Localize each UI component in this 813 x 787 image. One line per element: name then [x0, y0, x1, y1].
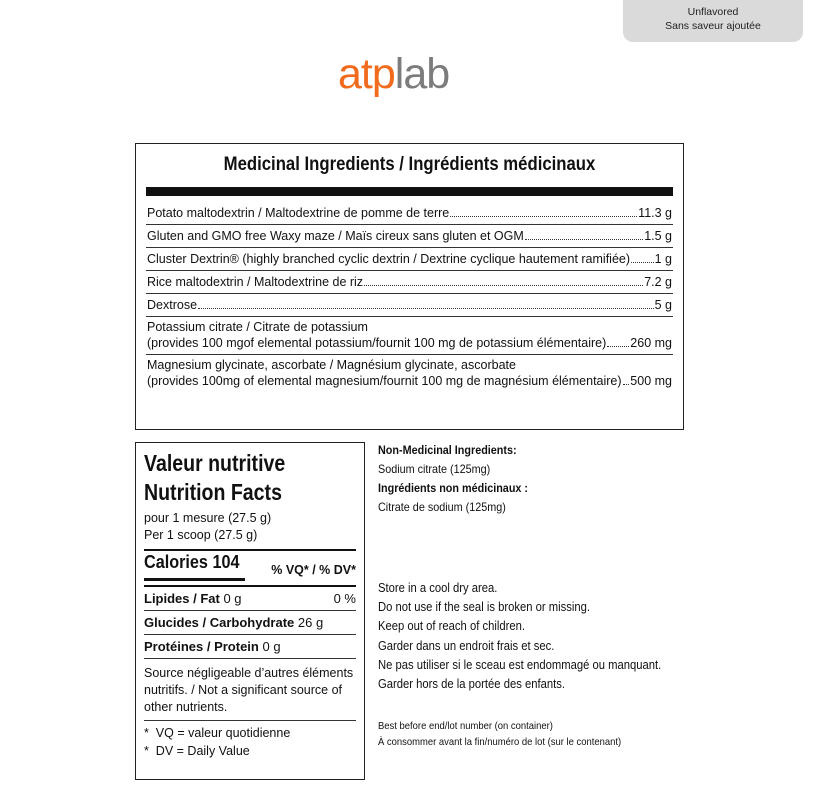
ingredient-line	[147, 251, 672, 267]
flavor-en: Unflavored	[687, 6, 739, 18]
dot-leader	[631, 251, 654, 263]
medicinal-ingredients-box	[135, 143, 684, 430]
ingredient-amount: 7.2 g	[644, 275, 672, 289]
warning-line: Do not use if the seal is broken or missing.	[378, 600, 590, 615]
nutrient-left	[144, 639, 281, 655]
nutrition-facts-box	[135, 442, 365, 780]
dv-header: % VQ* / % DV*	[271, 563, 356, 577]
warning-line: Garder hors de la portée des enfants.	[378, 677, 565, 692]
dot-leader	[198, 297, 654, 309]
logo-part1: atp	[338, 50, 395, 98]
ingredient-line	[147, 205, 672, 221]
nutrient-amount: 26 g	[297, 615, 324, 630]
ingredient-name: Gluten and GMO free Waxy maze / Maïs cireux sans gluten et OGM	[147, 229, 524, 243]
storage-warnings	[378, 579, 693, 694]
nutrient-label: Lipides / Fat	[144, 591, 220, 606]
ingredient-amount: 11.3 g	[638, 206, 672, 220]
flavor-fr: Sans saveur ajoutée	[665, 20, 761, 32]
dot-leader	[364, 274, 643, 286]
nutrition-note: Source négligeable d’autres éléments nutritifs. / Not a significant source of other nutrients.	[144, 666, 354, 714]
ingredient-name: Rice maltodextrin / Maltodextrine de riz	[147, 275, 364, 289]
nutrient-row	[144, 611, 356, 635]
nutrient-amount: 0 g	[262, 639, 281, 654]
ingredient-amount: 1 g	[654, 252, 672, 266]
nutrient-left	[144, 591, 242, 607]
ingredient-row	[146, 202, 673, 225]
flavor-tab	[623, 0, 803, 42]
ingredient-name: Dextrose	[147, 298, 198, 312]
ingredient-row	[146, 317, 673, 355]
ingredient-line	[147, 274, 672, 290]
warning-line: Store in a cool dry area.	[378, 581, 498, 595]
ingredient-row	[146, 271, 673, 294]
warning-line: Keep out of reach of children.	[378, 619, 525, 634]
ingredient-line	[147, 373, 672, 389]
ingredient-name: Potato maltodextrin / Maltodextrine de pomme de terre	[147, 206, 450, 220]
dot-leader	[450, 205, 637, 217]
nutrition-title-fr: Valeur nutritive	[144, 450, 286, 476]
nutrition-title-en: Nutrition Facts	[144, 479, 282, 505]
medicinal-title-bar	[146, 187, 673, 196]
nutrition-footnotes	[144, 721, 356, 760]
medicinal-title: Medicinal Ingredients / Ingrédients médicinaux	[223, 154, 596, 175]
serving-en: Per 1 scoop (27.5 g)	[144, 528, 258, 542]
non-medicinal-value-en: Sodium citrate (125mg)	[378, 462, 491, 476]
calories	[144, 552, 239, 573]
dot-leader	[623, 373, 630, 385]
nutrient-amount: 0 g	[223, 591, 242, 606]
non-medicinal-value-fr: Citrate de sodium (125mg)	[378, 500, 506, 514]
nutrient-row	[144, 635, 356, 659]
ingredient-line	[147, 297, 672, 313]
nutrient-label: Glucides / Carbohydrate	[144, 615, 295, 630]
ingredient-amount: 1.5 g	[644, 229, 672, 243]
ingredient-name-line: Potassium citrate / Citrate de potassium	[147, 320, 368, 334]
nutrient-label: Protéines / Protein	[144, 639, 259, 654]
ingredient-row	[146, 355, 673, 392]
warning-line: Ne pas utiliser si le sceau est endommagé ou manquant.	[378, 657, 662, 672]
calories-underline	[144, 578, 245, 581]
best-before-en: Best before end/lot number (on container)	[378, 720, 553, 732]
dot-leader	[525, 228, 643, 240]
logo-part2: lab	[394, 50, 450, 98]
warning-line: Garder dans un endroit frais et sec.	[378, 638, 555, 653]
serving-size	[144, 510, 356, 544]
ingredient-line	[147, 335, 672, 351]
calories-label: Calories	[144, 552, 208, 572]
ingredient-row	[146, 225, 673, 248]
non-medicinal-ingredients	[378, 441, 545, 517]
calories-row	[144, 551, 356, 585]
ingredient-amount: 5 g	[654, 298, 672, 312]
ingredient-row	[146, 294, 673, 317]
atplab-logo	[338, 46, 449, 102]
ingredient-name: (provides 100 mgof elemental potassium/fournit 100 mg de potassium élémentaire)	[147, 336, 607, 350]
ingredient-amount: 260 mg	[630, 336, 672, 350]
serving-fr: pour 1 mesure (27.5 g)	[144, 511, 272, 525]
calories-value: 104	[212, 552, 240, 572]
nutrient-rows	[144, 587, 356, 659]
nutrient-row	[144, 587, 356, 611]
ingredient-amount: 500 mg	[630, 374, 672, 388]
nutrient-left	[144, 615, 323, 631]
best-before-fr: À consommer avant la fin/numéro de lot (sur le contenant)	[378, 736, 622, 748]
ingredient-row	[146, 248, 673, 271]
ingredient-name: Cluster Dextrin® (highly branched cyclic dextrin / Dextrine cyclique hautement ramifiée)	[147, 252, 631, 266]
medicinal-ingredient-list	[146, 202, 673, 392]
footnote-en: * DV = Daily Value	[144, 744, 250, 758]
best-before	[378, 718, 648, 750]
ingredient-name-line: Magnesium glycinate, ascorbate / Magnésium glycinate, ascorbate	[147, 358, 516, 372]
nutrient-dv: 0 %	[333, 591, 356, 606]
ingredient-line	[147, 228, 672, 244]
ingredient-name: (provides 100mg of elemental magnesium/fournit 100 mg de magnésium élémentaire)	[147, 374, 622, 388]
dot-leader	[607, 335, 629, 347]
non-medicinal-heading-en: Non-Medicinal Ingredients:	[378, 443, 517, 457]
non-medicinal-heading-fr: Ingrédients non médicinaux :	[378, 481, 529, 495]
footnote-fr: * VQ = valeur quotidienne	[144, 726, 291, 740]
